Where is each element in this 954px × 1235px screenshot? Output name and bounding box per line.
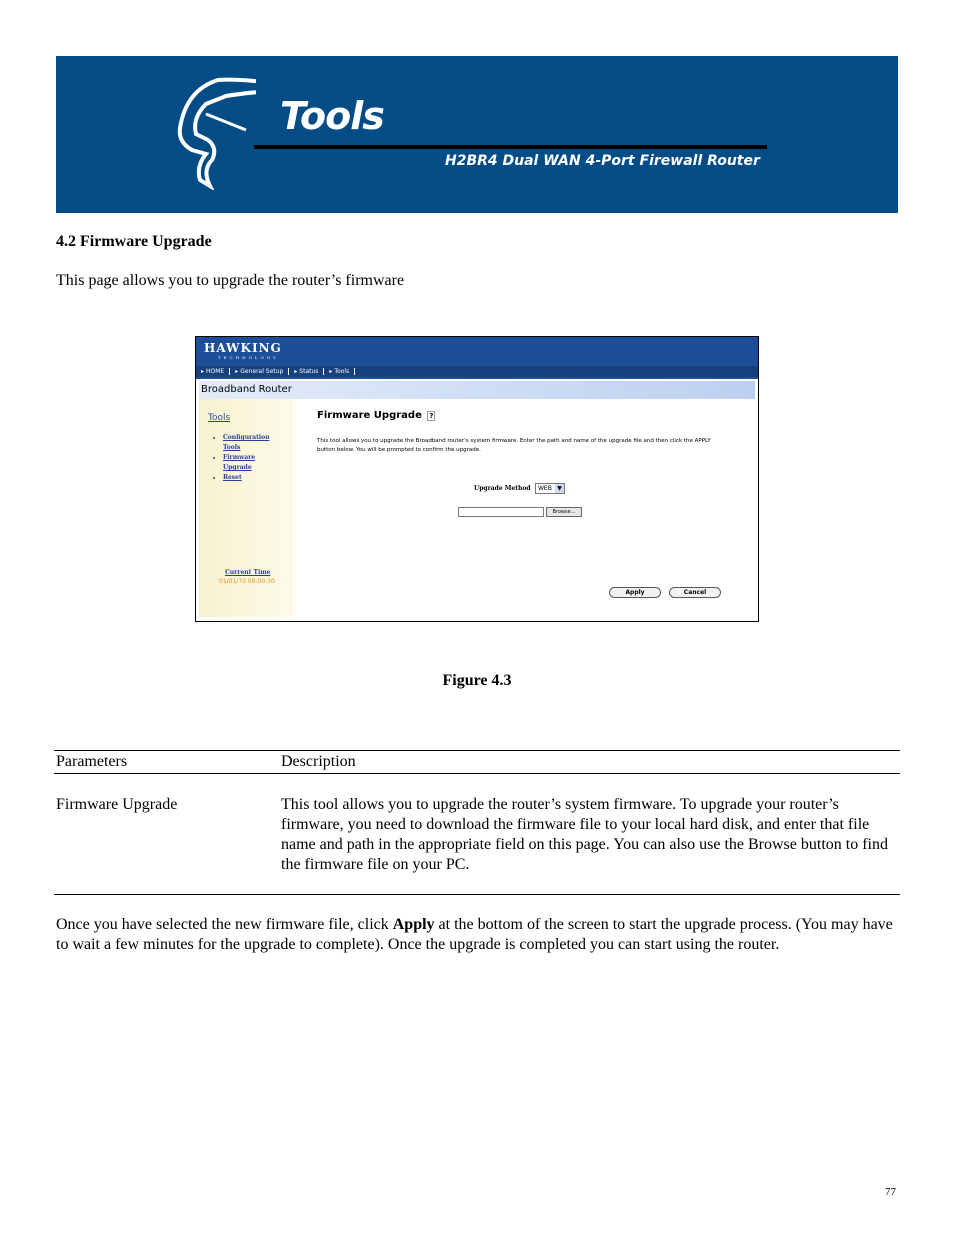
- nav-home[interactable]: ▸ HOME: [196, 368, 230, 375]
- page-number: 77: [885, 1186, 896, 1198]
- sidebar-item-firmware[interactable]: • Firmware: [223, 453, 270, 463]
- router-sidebar: [199, 399, 295, 617]
- banner-title: Tools: [280, 94, 384, 138]
- section-heading: 4.2 Firmware Upgrade: [56, 233, 212, 250]
- firmware-upgrade-title-text: Firmware Upgrade: [317, 410, 422, 421]
- sidebar-item-configuration[interactable]: • Configuration: [223, 433, 270, 443]
- hawking-logo: [204, 341, 282, 360]
- table-cell-parameter: Firmware Upgrade: [56, 796, 178, 813]
- hawking-logo-text: HAWKING: [204, 341, 282, 355]
- firmware-upgrade-title: [317, 410, 435, 421]
- nav-tools[interactable]: ▸ Tools: [324, 368, 355, 375]
- nav-status[interactable]: ▸ Status: [289, 368, 324, 375]
- nav-general-setup[interactable]: ▸ General Setup: [230, 368, 289, 375]
- router-screenshot: [195, 336, 759, 622]
- chevron-down-icon: ▼: [555, 484, 564, 493]
- outro-bold: Apply: [392, 916, 435, 933]
- tools-banner: [56, 56, 898, 213]
- table-header-description: Description: [281, 753, 356, 770]
- cancel-button[interactable]: Cancel: [669, 587, 721, 598]
- upgrade-method-value: WEB: [538, 485, 552, 492]
- router-topbar: [196, 337, 758, 379]
- upgrade-method-select[interactable]: [535, 483, 565, 494]
- figure-caption: Figure 4.3: [442, 672, 512, 689]
- section-intro: This page allows you to upgrade the router’s firmware: [56, 272, 405, 289]
- current-time-label[interactable]: Current Time: [225, 569, 271, 576]
- sidebar-item-reset[interactable]: • Reset: [223, 473, 270, 483]
- firmware-description: This tool allows you to upgrade the Broadband router's system firmware. Enter the path and name of the upgrade file and then click the APPLY button below. You will be prompted to confirm the upgrade.: [317, 438, 711, 453]
- product-band: [199, 381, 755, 399]
- firmware-file-input[interactable]: [458, 507, 544, 517]
- hawk-logo-icon: [166, 70, 256, 190]
- sidebar-item-upgrade[interactable]: Upgrade: [223, 464, 252, 471]
- sidebar-list: [199, 433, 270, 483]
- outro-after: at the bottom of the screen to start the upgrade process. (You may have to wait a few minutes for the upgrade to complete). Once the upgrade is completed you can start using the router.: [56, 916, 893, 953]
- hawking-logo-sub: TECHNOLOGY: [218, 355, 279, 360]
- upgrade-method-label: Upgrade Method: [474, 485, 531, 492]
- browse-button[interactable]: Browse...: [546, 507, 582, 517]
- sidebar-item-tools[interactable]: Tools: [223, 444, 241, 451]
- banner-rule: [254, 145, 767, 149]
- table-header-rule: [54, 773, 900, 774]
- outro-before: Once you have selected the new firmware file, click: [56, 916, 393, 933]
- table-bottom-rule: [54, 894, 900, 895]
- table-top-rule: [54, 750, 900, 751]
- table-cell-description: This tool allows you to upgrade the router’s system firmware. To upgrade your router’s firmware, you need to download the firmware file to your local hard disk, and enter that file name and path in the appropriate field on this page. You can also use the Browse button to find the firmware file on your PC.: [281, 796, 888, 873]
- router-nav: [196, 366, 758, 377]
- table-header-parameters: Parameters: [56, 753, 128, 770]
- banner-subtitle: H2BR4 Dual WAN 4-Port Firewall Router: [445, 153, 760, 169]
- help-icon[interactable]: ?: [429, 412, 434, 420]
- current-time-value: 01/01/70 00:00:30: [219, 578, 275, 585]
- apply-button[interactable]: Apply: [609, 587, 661, 598]
- outro-paragraph: [56, 915, 900, 955]
- product-label: Broadband Router: [201, 384, 292, 395]
- sidebar-title[interactable]: Tools: [208, 413, 231, 423]
